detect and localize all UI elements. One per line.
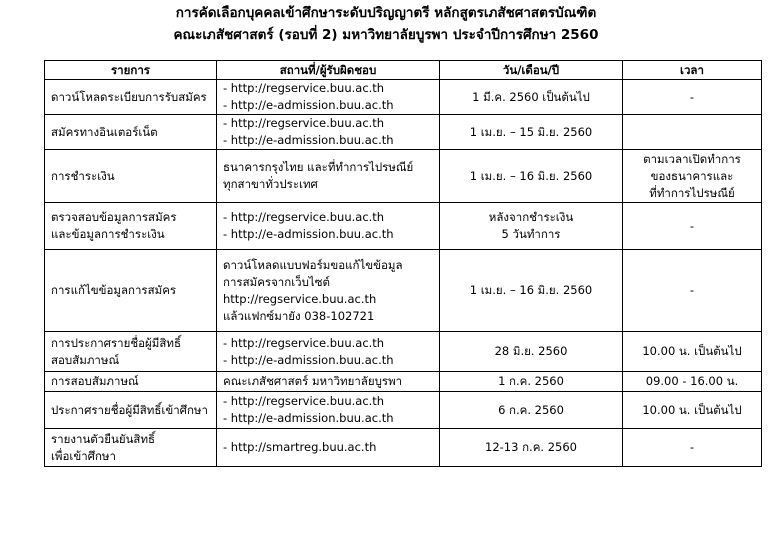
table-row [45,150,762,203]
table-row [45,250,762,332]
cell-time [623,115,762,150]
header-place: สถานที่/ผู้รับผิดชอบ [217,61,440,80]
time-line: - [689,89,695,104]
place-line: - http://regservice.buu.ac.th [223,335,385,350]
header-time: เวลา [623,61,762,80]
cell-date [440,392,623,429]
place-line: - http://regservice.buu.ac.th [223,394,385,408]
date-line: หลังจากชำระเงิน [488,210,574,224]
date-line: 6 ก.ค. 2560 [498,402,564,417]
cell-item [45,332,217,372]
time-line: - [689,218,695,233]
cell-place [217,429,440,467]
cell-place [217,332,440,372]
item-line: การชำระเงิน [51,168,115,183]
place-line: แล้วแฟกซ์มายัง 038-102721 [223,308,375,323]
time-line: 10.00 น. เป็นต้นไป [642,344,742,358]
document-title-line-1: การคัดเลือกบุคคลเข้าศึกษาระดับปริญญาตรี หลักสูตรเภสัชศาสตรบัณฑิต [175,5,597,21]
cell-place [217,392,440,429]
date-line: 1 เม.ย. – 16 มิ.ย. 2560 [469,283,593,297]
item-line: การสอบสัมภาษณ์ [51,374,139,388]
cell-item [45,150,217,203]
place-line: - http://e-admission.buu.ac.th [223,227,394,241]
table-header-row [45,61,762,80]
cell-item [45,392,217,429]
cell-item [45,250,217,332]
place-line: การสมัครจากเว็บไซต์ [223,274,330,289]
cell-time [623,392,762,429]
header-date: วัน/เดือน/ปี [440,61,623,80]
cell-time [623,80,762,115]
cell-item [45,372,217,392]
cell-item [45,203,217,250]
cell-date [440,115,623,150]
cell-date [440,372,623,392]
cell-place [217,150,440,203]
cell-date [440,332,623,372]
place-line: คณะเภสัชศาสตร์ มหาวิทยาลัยบูรพา [223,374,403,388]
cell-time [623,429,762,467]
table-row [45,80,762,115]
place-line: ดาวน์โหลดแบบฟอร์มขอแก้ไขข้อมูล [223,257,403,272]
item-line: ดาวน์โหลดระเบียบการรับสมัคร [51,89,207,104]
date-line: 5 วันทำการ [501,227,561,241]
cell-place [217,250,440,332]
cell-date [440,203,623,250]
table-row [45,392,762,429]
item-line: การประกาศรายชื่อผู้มีสิทธิ์ [51,335,181,350]
place-line: ธนาคารกรุงไทย และที่ทำการไปรษณีย์ [223,160,414,174]
date-line: 28 มิ.ย. 2560 [494,344,568,358]
item-line: สมัครทางอินเตอร์เน็ต [51,124,158,139]
place-line: - http://regservice.buu.ac.th [223,116,385,130]
cell-item [45,80,217,115]
date-line: 12-13 ก.ค. 2560 [485,440,577,454]
place-line: - http://e-admission.buu.ac.th [223,98,394,112]
time-line: - [689,283,695,297]
place-line: http://regservice.buu.ac.th [223,291,377,306]
table-row [45,203,762,250]
header-item: รายการ [45,61,217,80]
cell-date [440,250,623,332]
item-line: และข้อมูลการชำระเงิน [51,227,165,241]
cell-date [440,429,623,467]
date-line: 1 มี.ค. 2560 เป็นต้นไป [472,89,590,104]
place-line: - http://smartreg.buu.ac.th [223,440,377,454]
date-line: 1 เม.ย. – 15 มิ.ย. 2560 [469,124,593,139]
time-line: 10.00 น. เป็นต้นไป [642,402,742,417]
item-line: ตรวจสอบข้อมูลการสมัคร [51,210,177,224]
table-row [45,115,762,150]
item-line: เพื่อเข้าศึกษา [51,448,116,463]
item-line: ประกาศรายชื่อผู้มีสิทธิ์เข้าศึกษา [51,402,208,417]
cell-time [623,332,762,372]
date-line: 1 เม.ย. – 16 มิ.ย. 2560 [469,168,593,183]
time-line: ที่ทำการไปรษณีย์ [649,185,735,200]
cell-place [217,80,440,115]
place-line: - http://regservice.buu.ac.th [223,81,385,95]
table-row [45,429,762,467]
date-line: 1 ก.ค. 2560 [498,374,564,388]
item-line: การแก้ไขข้อมูลการสมัคร [51,283,177,297]
time-line: ของธนาคารและ [650,168,734,183]
table-row [45,372,762,392]
table-body [45,80,762,467]
place-line: ทุกสาขาทั่วประเทศ [223,177,318,191]
cell-item [45,429,217,467]
item-line: รายงานตัวยืนยันสิทธิ์ [51,431,156,446]
cell-item [45,115,217,150]
place-line: - http://e-admission.buu.ac.th [223,411,394,425]
place-line: - http://e-admission.buu.ac.th [223,133,394,147]
cell-time [623,372,762,392]
cell-place [217,203,440,250]
item-line: สอบสัมภาษณ์ [51,352,120,367]
place-line: - http://regservice.buu.ac.th [223,210,385,224]
table-row [45,332,762,372]
time-line: - [689,440,695,454]
cell-time [623,150,762,203]
cell-place [217,115,440,150]
time-line: ตามเวลาเปิดทำการ [643,151,741,166]
cell-time [623,250,762,332]
cell-time [623,203,762,250]
time-line: 09.00 - 16.00 น. [645,374,739,388]
schedule-table [44,60,762,467]
cell-date [440,150,623,203]
cell-date [440,80,623,115]
document-title-line-2: คณะเภสัชศาสตร์ (รอบที่ 2) มหาวิทยาลัยบูรพา ประจำปีการศึกษา 2560 [173,27,599,43]
cell-place [217,372,440,392]
place-line: - http://e-admission.buu.ac.th [223,352,394,367]
